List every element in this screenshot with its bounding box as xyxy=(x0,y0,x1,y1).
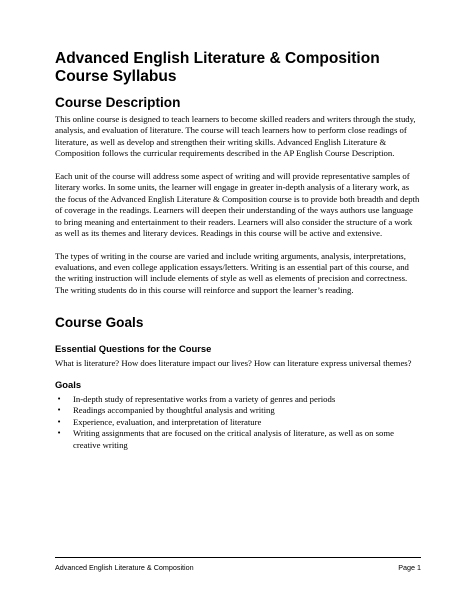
description-paragraph: This online course is designed to teach learners to become skilled readers and writers through the study, analysis, and evaluation of literature. The course will teach learners how to perform close readings of literature, as well as develop and strengthen their writing skills. Advanced English Literature & Composition follows the curricular requirements described in the AP English Course Description. xyxy=(55,114,416,159)
goal-text: Readings accompanied by thoughtful analysis and writing xyxy=(73,405,275,416)
list-item xyxy=(55,428,421,451)
list-item xyxy=(55,405,421,416)
description-paragraph: Each unit of the course will address some aspect of writing and will provide representative samples of literary works. In some units, the learner will engage in greater in-depth analysis of a literary work, as the focus of the Advanced English Literature & Composition course is to provide both breadth and depth of coverage in the readings. Learners will deepen their understanding of the ways authors use language to bring meaning and entertainment to their readers. Learners will also consider the structure of a work as well as its themes and literary devices. Readings in this course will be active and extensive. xyxy=(55,170,420,239)
list-item xyxy=(55,417,421,428)
goal-text: In-depth study of representative works from a variety of genres and periods xyxy=(73,393,336,404)
bullet-icon: • xyxy=(57,394,62,403)
goals-list xyxy=(55,394,421,451)
list-item xyxy=(55,394,421,405)
document-page xyxy=(55,50,421,451)
footer-course-title: Advanced English Literature & Composition xyxy=(55,563,194,572)
essential-questions-heading: Essential Questions for the Course xyxy=(55,343,212,355)
title-line-2: Course Syllabus xyxy=(55,68,177,85)
goal-text: Writing assignments that are focused on the critical analysis of literature, as well as on some creative writing xyxy=(73,428,394,450)
course-description-heading: Course Description xyxy=(55,95,181,110)
course-description-section xyxy=(55,95,421,296)
page-footer xyxy=(55,557,421,572)
footer-page-number: Page 1 xyxy=(398,563,421,572)
bullet-icon: • xyxy=(57,417,62,426)
course-goals-section xyxy=(55,315,421,451)
document-title xyxy=(55,50,421,86)
bullet-icon: • xyxy=(57,406,62,415)
title-line-1: Advanced English Literature & Composition xyxy=(55,50,380,67)
goals-heading: Goals xyxy=(55,378,82,390)
course-goals-heading: Course Goals xyxy=(55,315,144,331)
description-paragraph: The types of writing in the course are varied and include writing arguments, analysis, interpretations, evaluations, and even college application essays/letters. Writing is an essential part of this course, and the writing instruction will include elements of style as well as elements of precision and correctness. The writing students do in this course will reinforce and support the learner’s reading. xyxy=(55,250,409,295)
bullet-icon: • xyxy=(57,429,62,438)
goal-text: Experience, evaluation, and interpretation of literature xyxy=(73,416,262,427)
essential-questions-text: What is literature? How does literature impact our lives? How can literature express universal themes? xyxy=(55,358,412,369)
